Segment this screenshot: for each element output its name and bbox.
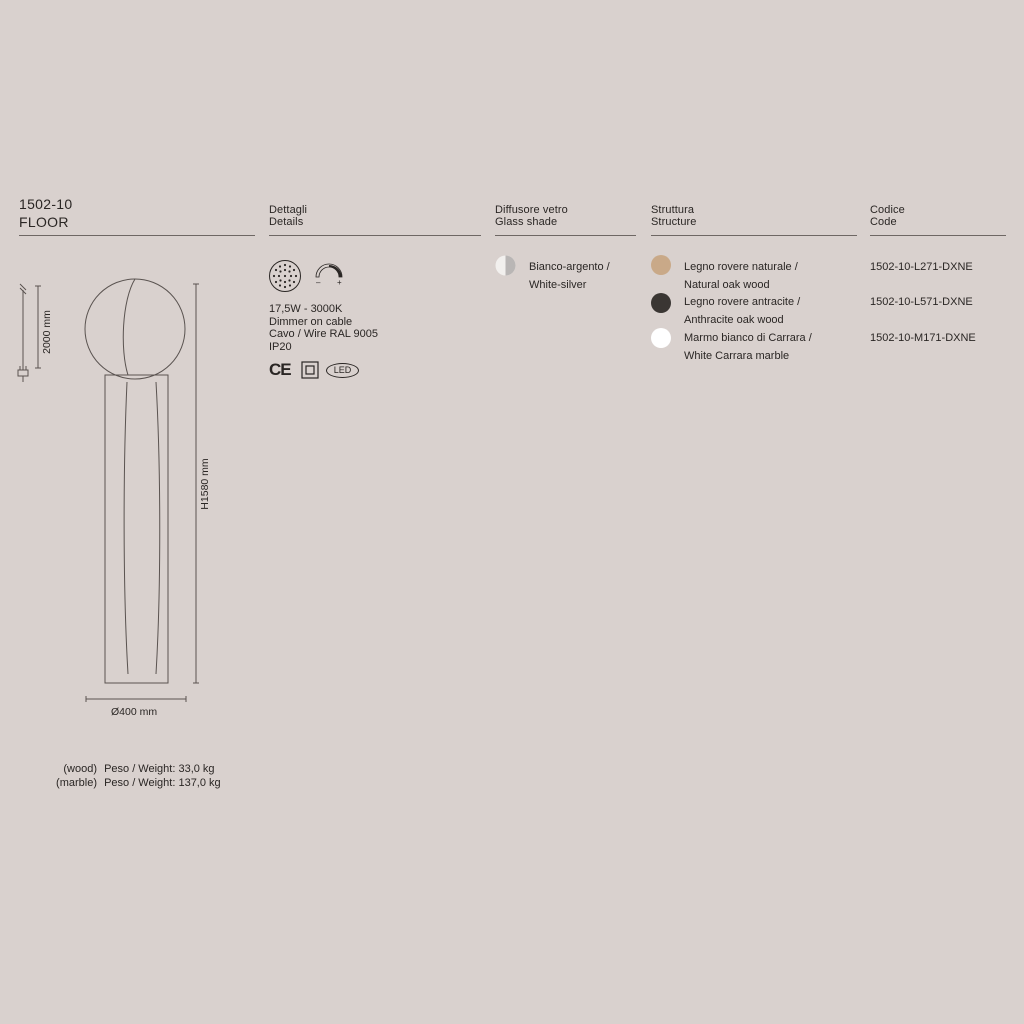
double-insulation-icon — [301, 361, 319, 379]
structure-label-it: Marmo bianco di Carrara / — [684, 332, 812, 344]
weight-row-marble — [0, 776, 224, 790]
dimmer-plus-label: + — [337, 278, 342, 287]
structure-label — [684, 258, 798, 294]
product-type: FLOOR — [19, 214, 69, 230]
divider — [495, 235, 636, 236]
ce-mark-icon: CE — [269, 360, 291, 379]
code-header-en: Code — [870, 216, 897, 228]
details-line: Cavo / Wire RAL 9005 — [269, 328, 379, 340]
height-label: H1580 mm — [199, 458, 211, 510]
weight-row-wood — [0, 762, 218, 776]
weight-value: Peso / Weight: 33,0 kg — [104, 763, 215, 775]
structure-header — [651, 204, 697, 228]
shade-label-en: White-silver — [529, 279, 587, 291]
shade-header-it: Diffusore vetro — [495, 204, 568, 216]
product-variant-code: 1502-10-L571-DXNE — [870, 296, 973, 308]
structure-label-en: Anthracite oak wood — [684, 314, 784, 326]
details-lines — [269, 303, 378, 353]
weight-material: (wood) — [63, 763, 97, 775]
divider — [269, 235, 481, 236]
dimmer-minus-label: – — [316, 278, 321, 287]
cable-length-label: 2000 mm — [41, 310, 53, 354]
structure-label-en: White Carrara marble — [684, 350, 790, 362]
structure-swatch-anthracite-oak — [651, 293, 671, 313]
structure-label-it: Legno rovere naturale / — [684, 261, 798, 273]
led-array-icon — [268, 259, 302, 293]
details-line: 17,5W - 3000K — [269, 303, 343, 315]
structure-swatch-natural-oak — [651, 255, 671, 275]
weight-material: (marble) — [56, 777, 97, 789]
structure-label-it: Legno rovere antracite / — [684, 296, 801, 308]
divider — [870, 235, 1006, 236]
led-badge-icon: LED — [326, 363, 359, 378]
details-header-en: Details — [269, 216, 304, 228]
details-header-it: Dettagli — [269, 204, 308, 216]
divider — [651, 235, 857, 236]
shade-label-it: Bianco-argento / — [529, 261, 610, 273]
structure-header-en: Structure — [651, 216, 697, 228]
structure-label-en: Natural oak wood — [684, 279, 770, 291]
weight-value: Peso / Weight: 137,0 kg — [104, 777, 221, 789]
shade-header — [495, 204, 568, 228]
code-header-it: Codice — [870, 204, 905, 216]
divider — [19, 235, 255, 236]
product-variant-code: 1502-10-L271-DXNE — [870, 261, 973, 273]
structure-swatch-carrara-marble — [651, 328, 671, 348]
details-header — [269, 204, 307, 228]
code-header — [870, 204, 905, 228]
details-line: Dimmer on cable — [269, 315, 353, 328]
shade-swatch — [495, 255, 516, 276]
structure-header-it: Struttura — [651, 204, 695, 216]
dimmer-icon — [313, 263, 345, 287]
product-code: 1502-10 — [19, 196, 73, 212]
product-variant-code: 1502-10-M171-DXNE — [870, 332, 976, 344]
shade-label — [529, 258, 610, 294]
structure-label — [684, 329, 812, 365]
diameter-label: Ø400 mm — [111, 706, 158, 718]
details-line: IP20 — [269, 340, 292, 353]
structure-label — [684, 293, 800, 329]
shade-header-en: Glass shade — [495, 216, 558, 228]
